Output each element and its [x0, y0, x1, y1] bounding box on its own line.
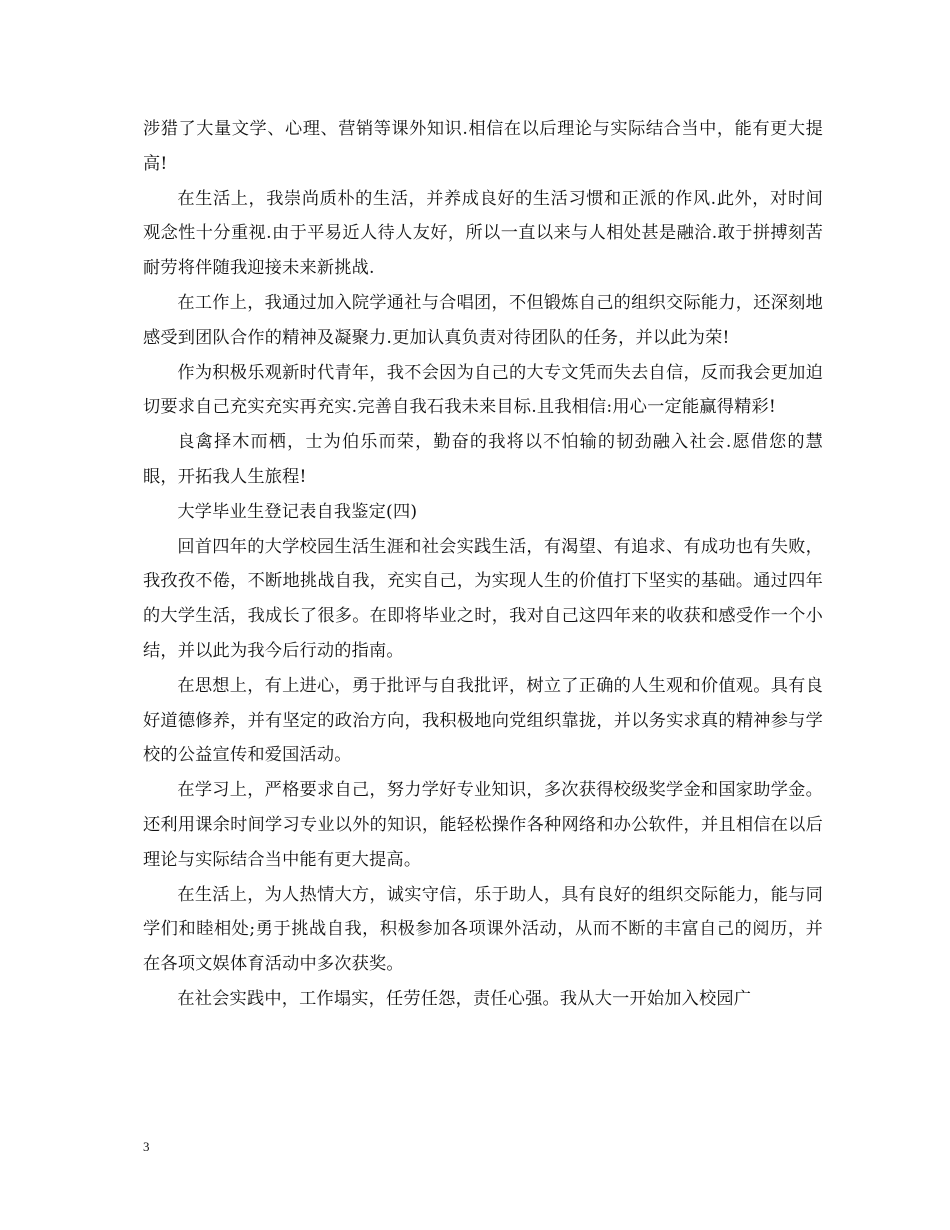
paragraph-1: 涉猎了大量文学、心理、营销等课外知识.相信在以后理论与实际结合当中，能有更大提高! — [143, 119, 823, 174]
paragraph-10: 在社会实践中，工作塌实，任劳任怨，责任心强。我从大一开始加入校园广 — [177, 988, 752, 1009]
paragraph-3: 在工作上，我通过加入院学通社与合唱团，不但锻炼自己的组织交际能力，还深刻地感受到团队合作的精神及凝聚力.更加认真负责对待团队的任务，并以此为荣! — [143, 292, 823, 348]
paragraph-4: 作为积极乐观新时代青年，我不会因为自己的大专文凭而失去自信，反而我会更加迫切要求自己充实充实再充实.完善自我石我未来目标.且我相信:用心一定能赢得精彩! — [143, 362, 823, 418]
page-number: 3 — [143, 1139, 150, 1154]
paragraph-5: 良禽择木而栖，士为伯乐而荣，勤奋的我将以不怕输的韧劲融入社会.愿借您的慧眼，开拓我人生旅程! — [143, 432, 823, 487]
paragraph-6: 回首四年的大学校园生活生涯和社会实践生活，有渴望、有追求、有成功也有失败，我孜孜不倦，不断地挑战自我，充实自己，为实现人生的价值打下坚实的基础。通过四年的大学生活，我成长了很多。在即将毕业之时，我对自己这四年来的收获和感受作一个小结，并以此为我今后行动的指南。 — [143, 536, 823, 661]
paragraph-7: 在思想上，有上进心，勇于批评与自我批评，树立了正确的人生观和价值观。具有良好道德修养，并有坚定的政治方向，我积极地向党组织靠拢，并以务实求真的精神参与学校的公益宣传和爱国活动。 — [143, 675, 823, 766]
document-body — [143, 112, 823, 1017]
paragraph-9: 在生活上，为人热情大方，诚实守信，乐于助人，具有良好的组织交际能力，能与同学们和睦相处;勇于挑战自我，积极参加各项课外活动，从而不断的丰富自己的阅历，并在各项文娱体育活动中多次获奖。 — [143, 884, 823, 975]
paragraph-2: 在生活上，我崇尚质朴的生活，并养成良好的生活习惯和正派的作风.此外，对时间观念性十分重视.由于平易近人待人友好，所以一直以来与人相处甚是融洽.敢于拼搏刻苦耐劳将伴随我迎接未来新挑战. — [143, 188, 823, 279]
section-heading: 大学毕业生登记表自我鉴定(四) — [177, 501, 418, 522]
paragraph-8: 在学习上，严格要求自己，努力学好专业知识，多次获得校级奖学金和国家助学金。还利用课余时间学习专业以外的知识，能轻松操作各种网络和办公软件，并且相信在以后理论与实际结合当中能有更大提高。 — [143, 780, 823, 870]
